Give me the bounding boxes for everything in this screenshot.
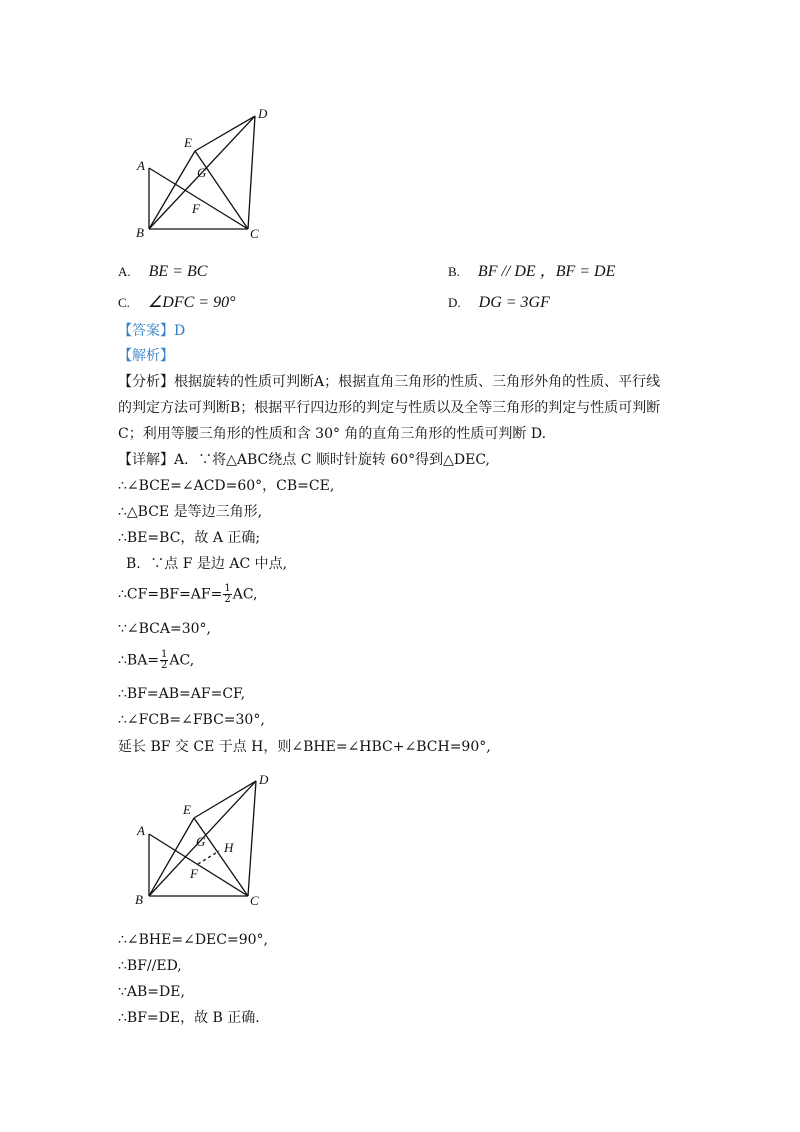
fenxi-line-2: 的判定方法可判断B；根据平行四边形的判定与性质以及全等三角形的判定与性质可判断 xyxy=(118,400,661,416)
label2-b: B xyxy=(135,892,143,907)
detail-6-pre: ∴CF=BF=AF= xyxy=(118,586,223,603)
detail-line-2: ∴∠BCE=∠ACD=60°，CB=CE, xyxy=(118,478,335,494)
label2-h: H xyxy=(224,840,234,855)
label-a: A xyxy=(137,158,145,173)
fenxi-tag: 【分析】 xyxy=(118,374,174,390)
fraction-half-1 xyxy=(223,584,231,605)
label-e: E xyxy=(184,135,192,150)
option-c-expr: ∠DFC = 90° xyxy=(147,294,236,311)
option-c-letter: C. xyxy=(118,295,130,310)
detail-line-9: ∴BF=AB=AF=CF, xyxy=(118,686,246,702)
label-g: G xyxy=(197,165,207,180)
fraction-2-den: 2 xyxy=(161,660,168,671)
segment2-be xyxy=(149,818,194,896)
label2-e: E xyxy=(183,802,191,817)
segment2-fh-dashed xyxy=(198,851,219,864)
option-d xyxy=(448,293,550,313)
answer-value: D xyxy=(174,323,186,339)
segment2-dc xyxy=(248,781,256,896)
segment-be xyxy=(149,151,195,229)
label-b: B xyxy=(136,225,144,240)
label2-g: G xyxy=(196,834,206,849)
fraction-1-num: 1 xyxy=(224,583,231,594)
detail-line-14: ∵AB=DE, xyxy=(118,984,185,1000)
segment2-ed xyxy=(194,781,256,818)
option-d-letter: D. xyxy=(448,295,461,310)
fraction-1-den: 2 xyxy=(224,594,231,605)
geometry-figure-2 xyxy=(128,768,278,913)
fraction-half-2 xyxy=(160,650,168,671)
detail-line-10: ∴∠FCB=∠FBC=30°, xyxy=(118,712,265,728)
analysis-heading xyxy=(118,346,174,366)
segment-ec xyxy=(195,151,248,229)
option-c xyxy=(118,293,235,313)
label2-a: A xyxy=(137,823,145,838)
detail-line-11: 延长 BF 交 CE 于点 H，则∠BHE=∠HBC+∠BCH=90°, xyxy=(118,739,491,755)
fraction-2-num: 1 xyxy=(161,649,168,660)
label2-f: F xyxy=(190,866,198,881)
detail-text-1: A．∵将△ABC绕点 C 顺时针旋转 60°得到△DEC, xyxy=(174,452,490,468)
detail-line-5: B．∵点 F 是边 AC 中点, xyxy=(126,556,288,572)
geometry-figure-1 xyxy=(128,100,278,245)
option-a-letter: A. xyxy=(118,264,131,279)
analysis-tag: 【解析】 xyxy=(118,348,174,364)
label-f: F xyxy=(192,201,200,216)
detail-8-pre: ∴BA= xyxy=(118,652,160,669)
detail-line-1 xyxy=(118,450,490,470)
option-a xyxy=(118,262,207,282)
figure-1-svg xyxy=(128,100,278,245)
option-b-expr: BF // DE ，BF = DE xyxy=(477,263,616,280)
answer-tag: 【答案】 xyxy=(118,323,174,339)
option-b xyxy=(448,262,615,282)
label-c: C xyxy=(250,226,259,241)
detail-line-6 xyxy=(118,584,258,605)
detail-line-8 xyxy=(118,650,194,671)
fenxi-line-1 xyxy=(118,372,660,392)
detail-6-post: AC, xyxy=(232,586,258,603)
option-a-expr: BE = BC xyxy=(148,263,208,280)
detail-8-post: AC, xyxy=(169,652,195,669)
detail-tag: 【详解】 xyxy=(118,452,174,468)
segment-ed xyxy=(195,116,255,151)
label2-d: D xyxy=(259,772,269,787)
label2-c: C xyxy=(250,893,259,908)
option-b-letter: B. xyxy=(448,264,460,279)
fenxi-text-1: 根据旋转的性质可判断A；根据直角三角形的性质、三角形外角的性质、平行线 xyxy=(174,374,661,390)
detail-line-15: ∴BF=DE，故 B 正确. xyxy=(118,1010,260,1026)
detail-line-3: ∴△BCE 是等边三角形, xyxy=(118,504,263,520)
fenxi-line-3: C；利用等腰三角形的性质和含 30° 角的直角三角形的性质可判断 D. xyxy=(118,426,547,442)
answer-line xyxy=(118,321,185,341)
segment2-ec xyxy=(194,818,248,896)
option-d-expr: DG = 3GF xyxy=(478,294,550,311)
detail-line-4: ∴BE=BC，故 A 正确; xyxy=(118,530,261,546)
detail-line-13: ∴BF//ED, xyxy=(118,958,182,974)
segment-dc xyxy=(248,116,255,229)
figure-2-svg xyxy=(128,768,278,913)
detail-line-7: ∵∠BCA=30°, xyxy=(118,621,212,637)
detail-line-12: ∴∠BHE=∠DEC=90°, xyxy=(118,932,268,948)
label-d: D xyxy=(258,106,268,121)
